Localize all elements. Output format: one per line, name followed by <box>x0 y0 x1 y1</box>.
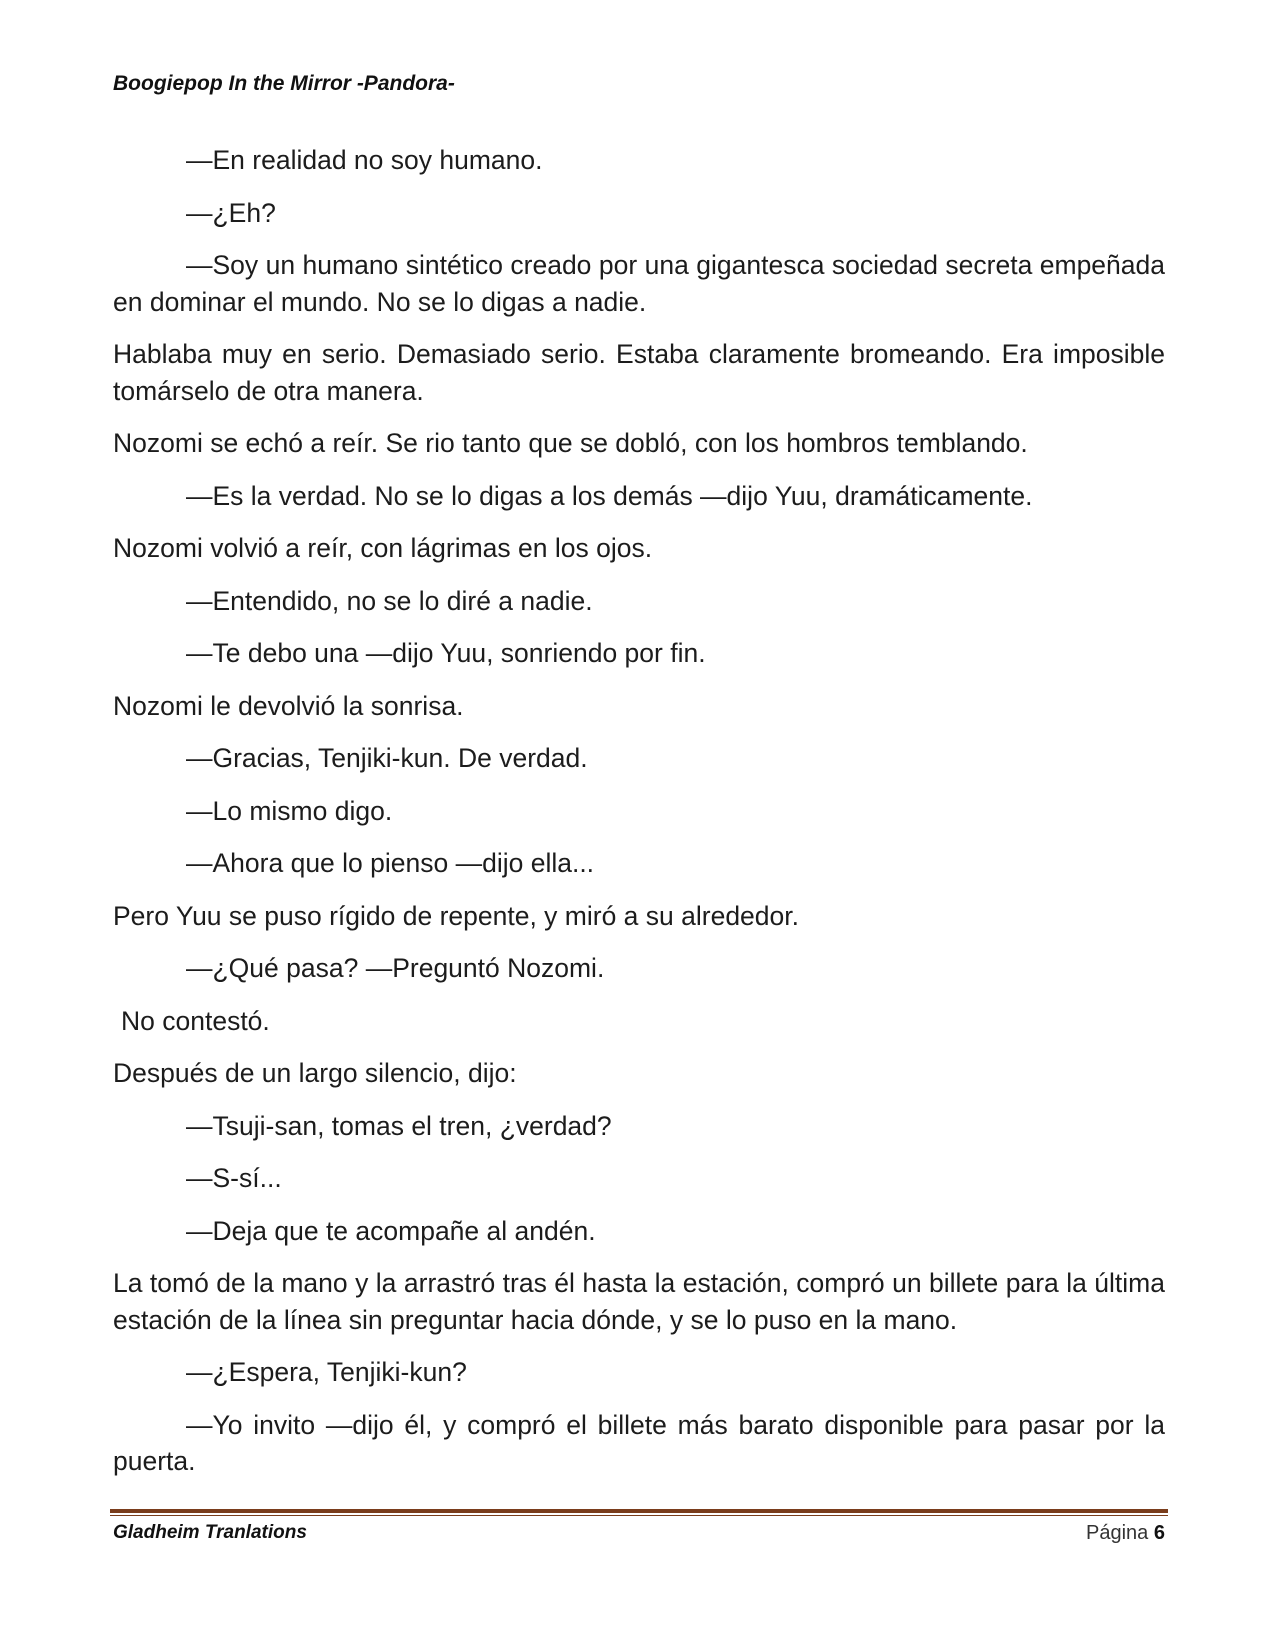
footer-page-indicator <box>1086 1522 1165 1545</box>
running-header-title: Boogiepop In the Mirror -Pandora- <box>113 72 455 95</box>
paragraph: Después de un largo silencio, dijo: <box>113 1058 517 1088</box>
footer-publisher: Gladheim Tranlations <box>113 1522 307 1543</box>
footer-page-label: Página <box>1086 1522 1149 1544</box>
paragraph: No contestó. <box>121 1005 270 1036</box>
footer-page-number: 6 <box>1153 1522 1165 1544</box>
paragraph: La tomó de la mano y la arrastró tras él hasta la estación, compró un billete para la última estación de la línea sin preguntar hacia dónde, y se lo puso en la mano. <box>113 1268 1165 1335</box>
footer-rule-thin <box>110 1515 1168 1516</box>
paragraph: —Tsuji-san, tomas el tren, ¿verdad? <box>186 1110 612 1141</box>
paragraph: —Deja que te acompañe al andén. <box>186 1215 596 1246</box>
paragraph: —Lo mismo digo. <box>186 795 393 826</box>
paragraph: —S-sí... <box>186 1163 282 1193</box>
paragraph: —¿Qué pasa? —Preguntó Nozomi. <box>186 953 605 983</box>
paragraph: Nozomi volvió a reír, con lágrimas en los ojos. <box>113 533 653 563</box>
paragraph: —Soy un humano sintético creado por una gigantesca sociedad secreta empeñada en dominar el mundo. No se lo digas a nadie. <box>113 250 1165 317</box>
paragraph: Pero Yuu se puso rígido de repente, y miró a su alrededor. <box>113 900 799 931</box>
paragraph: Nozomi le devolvió la sonrisa. <box>113 690 464 721</box>
paragraph: —Entendido, no se lo diré a nadie. <box>186 585 593 616</box>
paragraph: —¿Espera, Tenjiki-kun? <box>186 1357 467 1387</box>
paragraph: —¿Eh? <box>186 197 276 228</box>
body-text <box>113 142 1165 1496</box>
paragraph: —Te debo una —dijo Yuu, sonriendo por fin. <box>186 638 706 668</box>
paragraph: —Gracias, Tenjiki-kun. De verdad. <box>186 743 588 773</box>
paragraph: —Ahora que lo pienso —dijo ella... <box>186 848 595 878</box>
footer-rule <box>110 1509 1168 1516</box>
paragraph: —Yo invito —dijo él, y compró el billete más barato disponible para pasar por la puerta. <box>113 1409 1165 1476</box>
paragraph: Nozomi se echó a reír. Se rio tanto que se dobló, con los hombros temblando. <box>113 428 1028 458</box>
paragraph: —Es la verdad. No se lo digas a los demás —dijo Yuu, dramáticamente. <box>186 480 1033 511</box>
paragraph: Hablaba muy en serio. Demasiado serio. Estaba claramente bromeando. Era imposible tomárselo de otra manera. <box>113 339 1165 406</box>
paragraph: —En realidad no soy humano. <box>186 145 543 175</box>
